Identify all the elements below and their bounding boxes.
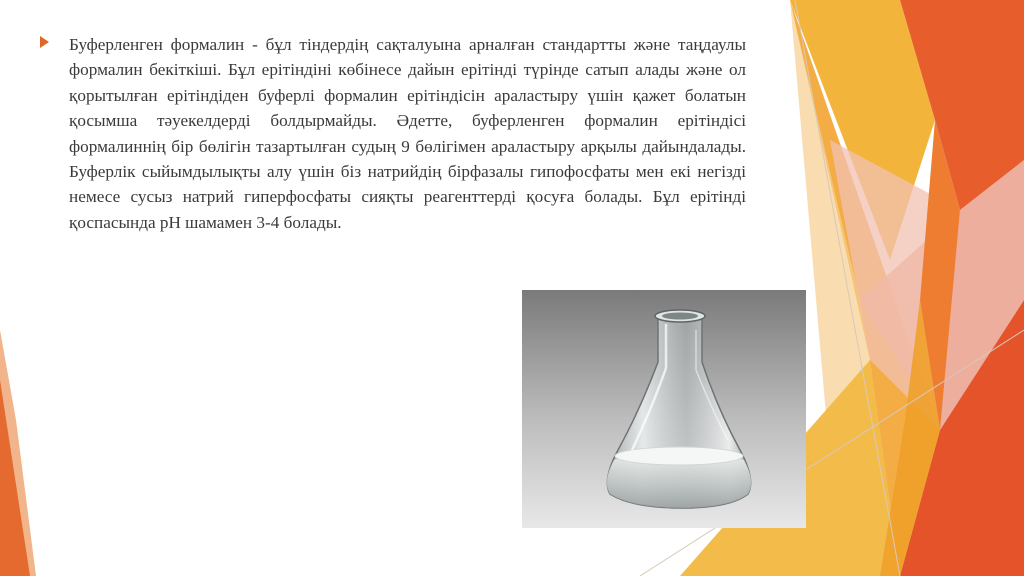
triangle-bullet-icon bbox=[40, 36, 49, 48]
flask-rim-inner bbox=[662, 313, 698, 320]
bullet-item bbox=[40, 32, 746, 235]
glass-flask-photo bbox=[522, 290, 806, 528]
liquid-surface bbox=[615, 447, 743, 465]
bullet-text: Буферленген формалин - бұл тіндердің сақталуына арналған стандартты және таңдаулы формалин бекіткіші. Бұл ерітіндіні көбінесе дайын ерітінді түрінде сатып алады және ол қорытылған ерітіндіден буферлі формалин ерітіндісін араластыру үшін қажет болатын қосымша тәуекелдерді болдырмайды. Әдетте, буферленген формалин ерітіндісі формалиннің бір бөлігін тазартылған судың 9 бөлігімен араластыру арқылы дайындалады. Буферлік сыйымдылықты алу үшін біз натрийдің бірфазалы гипофосфаты мен екі негізді немесе сусыз натрий гиперфосфаты сияқты реагенттерді қосуға болады. Бұл ерітінді қоспасында pH шамамен 3-4 болады. bbox=[69, 35, 746, 232]
flask-illustration bbox=[522, 290, 806, 528]
